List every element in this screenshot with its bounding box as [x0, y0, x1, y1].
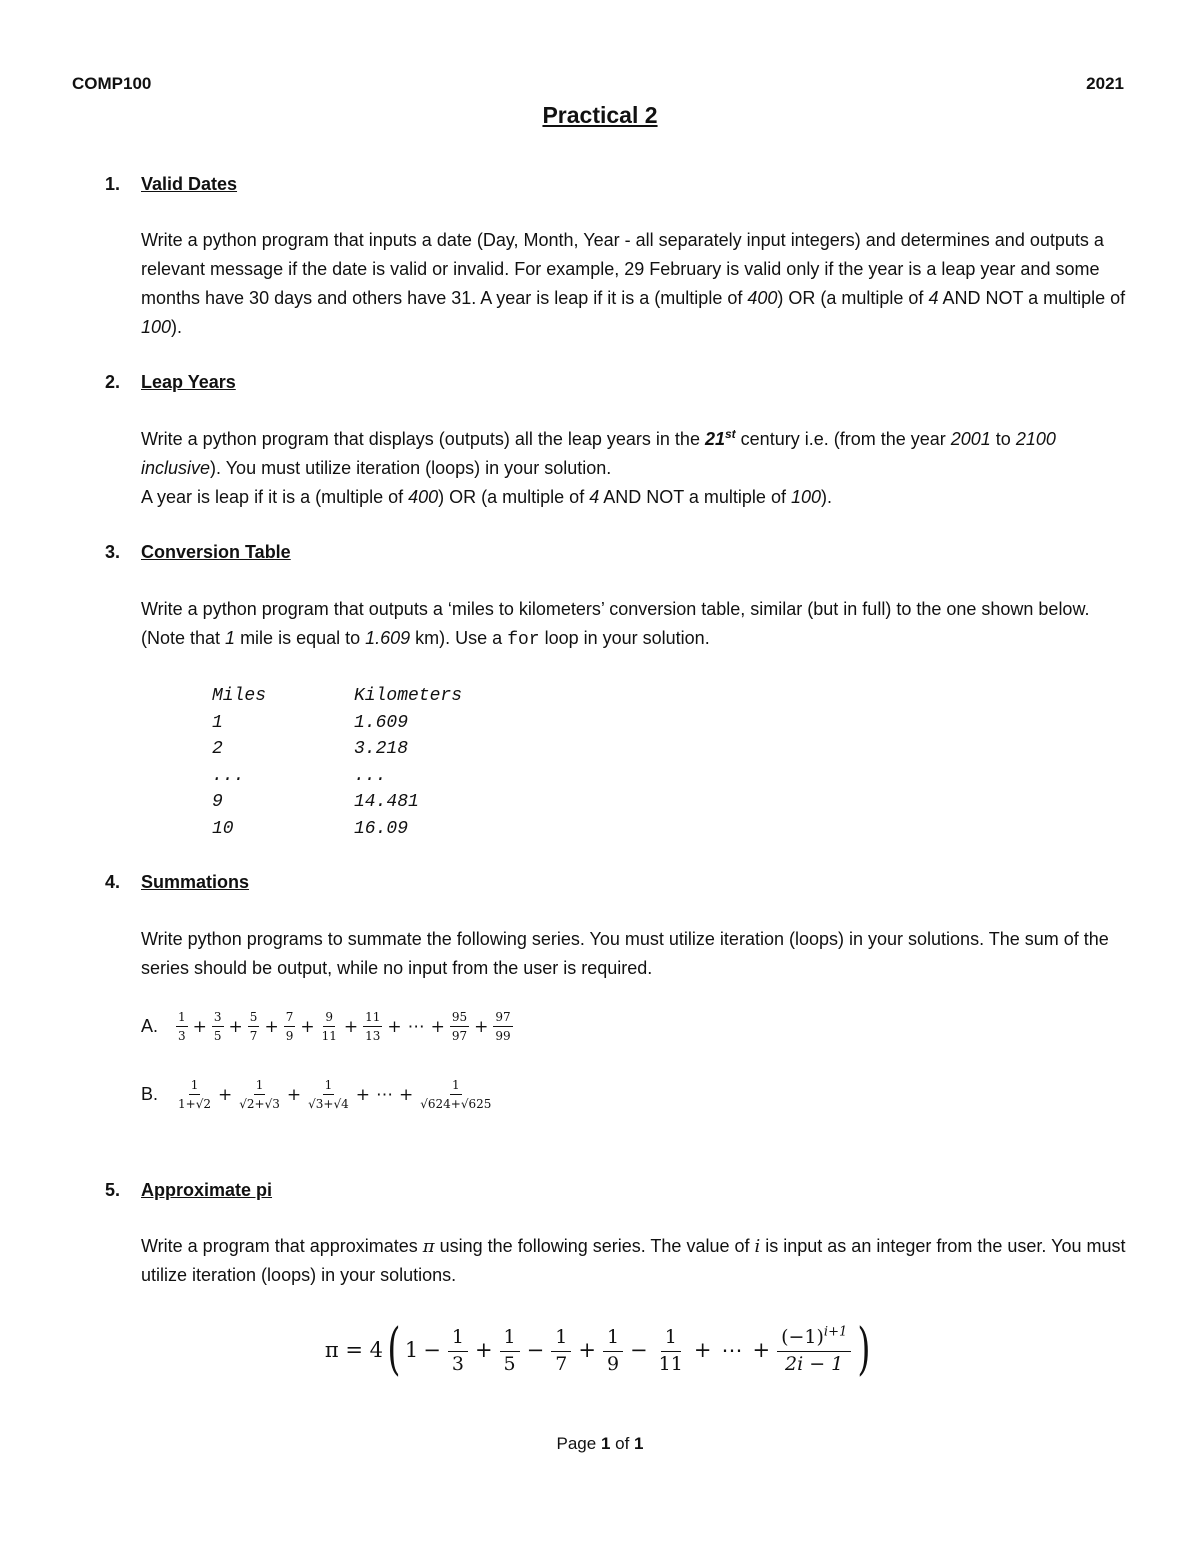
miles-cell: ...: [212, 765, 245, 786]
year: 2021: [1086, 74, 1124, 93]
km-cell: 14.481: [354, 792, 419, 813]
close-paren: ): [857, 1317, 871, 1382]
table-header-row: [212, 683, 462, 710]
miles-cell: 10: [212, 818, 234, 839]
for-keyword: for: [507, 630, 540, 650]
series-a-term: $\frac{5}{7}$: [249, 1010, 258, 1043]
table-row: [212, 710, 462, 737]
table-row: [212, 789, 462, 816]
series-a-term: $\frac{9}{11}$: [321, 1010, 337, 1043]
series-a: A. $\frac{1}{3}$ + $\frac{3}{5}$ + $\frac{5}{7}$ + $\frac{7}{9}$ + $\frac{9}{11}$ + $\frac{11}{13}$ + ⋯ + $\frac{95}{97}$ + $\frac{97}{99}$: [141, 1010, 511, 1043]
km-cell: ...: [354, 765, 387, 786]
section-5-number: 5.: [105, 1180, 121, 1200]
km-cell: 3.218: [354, 739, 409, 760]
section-4-body: Write python programs to summate the following series. You must utilize iteration (loops) in your solutions. The sum of the series should be output, while no input from the user is required.: [141, 929, 1109, 978]
km-cell: 1.609: [354, 712, 409, 733]
formula-term: $\frac{1}{7}$: [551, 1325, 571, 1376]
section-5-title: Approximate pi: [141, 1180, 273, 1200]
section-3-title: Conversion Table: [141, 542, 291, 562]
table-row: [212, 763, 462, 790]
series-b-term: $\frac{1}{√3+√4}$: [308, 1078, 349, 1111]
formula-last-term: $\frac{(-1)^{i+1}}{2i - 1}$: [777, 1325, 851, 1376]
section-4-title: Summations: [141, 872, 250, 892]
section-2-body: Write a python program that displays (outputs) all the leap years in the 21st century i.e. (from the year 2001 to 2100 inclusive). You must utilize iteration (loops) in your solution. A year is leap if it is a (multiple of 400) OR (a multiple of 4 AND NOT a multiple of 100).: [141, 427, 1056, 507]
section-1-number: 1.: [105, 174, 121, 194]
section-5-body: Write a program that approximates π using the following series. The value of i is input as an integer from the user. You must utilize iteration (loops) in your solutions.: [141, 1236, 1126, 1285]
section-2-title: Leap Years: [141, 372, 236, 392]
miles-cell: 9: [212, 792, 223, 813]
page-title: Practical 2: [542, 102, 658, 128]
section-2-number: 2.: [105, 372, 121, 392]
table-row: [212, 736, 462, 763]
formula-term: $\frac{1}{11}$: [658, 1325, 683, 1375]
series-a-label: A.: [141, 1016, 159, 1036]
miles-cell: 2: [212, 739, 223, 760]
formula-term: $\frac{1}{5}$: [500, 1325, 520, 1376]
page-footer: Page 1 of 1: [556, 1434, 644, 1453]
series-a-term: $\frac{11}{13}$: [365, 1010, 381, 1043]
series-b: B. $\frac{1}{1+√2}$ + $\frac{1}{√2+√3}$ + $\frac{1}{√3+√4}$ + ⋯ + $\frac{1}{√624+√625}$: [141, 1078, 492, 1111]
series-a-term: $\frac{7}{9}$: [285, 1010, 294, 1043]
km-cell: 16.09: [354, 818, 409, 839]
course-code: COMP100: [72, 74, 152, 93]
open-paren: (: [387, 1317, 401, 1382]
series-a-term: $\frac{3}{5}$: [213, 1010, 222, 1043]
series-a-term: $\frac{95}{97}$: [451, 1010, 468, 1043]
series-a-term: $\frac{97}{99}$: [495, 1010, 511, 1043]
formula-term: $\frac{1}{3}$: [448, 1325, 468, 1376]
table-row: [212, 816, 462, 843]
formula-lhs: π = 4: [324, 1338, 383, 1362]
section-4-number: 4.: [105, 872, 121, 892]
series-b-term: $\frac{1}{√624+√625}$: [420, 1078, 492, 1111]
pi-formula: π = 4 ( 1 − $\frac{1}{3}$ + $\frac{1}{5}$ − $\frac{1}{7}$ + $\frac{1}{9}$ − $\frac{1}{11}$ + ⋯ + $\frac{(-1)^{i+1}}{2i - 1}$ ): [324, 1317, 871, 1382]
series-b-term: $\frac{1}{1+√2}$: [178, 1078, 211, 1111]
conversion-table: [212, 683, 462, 843]
section-3-number: 3.: [105, 542, 121, 562]
series-b-term: $\frac{1}{√2+√3}$: [239, 1078, 280, 1111]
formula-term: $\frac{1}{9}$: [603, 1325, 623, 1376]
column-header-miles: Miles: [212, 686, 267, 706]
series-a-term: $\frac{1}{3}$: [178, 1010, 186, 1043]
column-header-kilometers: Kilometers: [354, 686, 463, 706]
series-b-label: B.: [141, 1084, 159, 1104]
section-3-body: Write a python program that outputs a ‘miles to kilometers’ conversion table, similar (but in full) to the one shown below. (Note that 1 mile is equal to 1.609 km). Use a for loop in your solution.: [141, 599, 1090, 650]
section-1-body: Write a python program that inputs a date (Day, Month, Year - all separately input integers) and determines and outputs a relevant message if the date is valid or invalid. For example, 29 February is valid only if the year is a leap year and some months have 30 days and others have 31. A year is leap if it is a (multiple of 400) OR (a multiple of 4 AND NOT a multiple of 100).: [141, 230, 1126, 337]
miles-cell: 1: [212, 712, 223, 733]
section-1-title: Valid Dates: [141, 174, 238, 194]
